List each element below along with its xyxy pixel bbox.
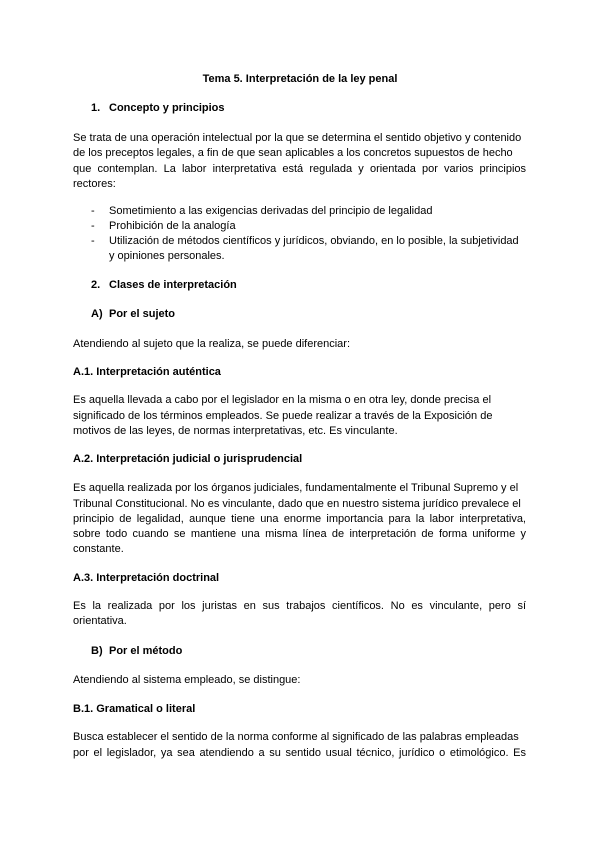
- paragraph-line: Atendiendo al sujeto que la realiza, se puede diferenciar:: [73, 338, 351, 350]
- paragraph-line: por el legislador, ya sea atendiendo a su sentido usual técnico, jurídico o etimológico. Es: [73, 747, 526, 759]
- list-item: Utilización de métodos científicos y jurídicos, obviando, en lo posible, la subjetividad: [109, 235, 519, 247]
- subsection-heading: Por el sujeto: [109, 308, 176, 320]
- paragraph-line: Es aquella llevada a cabo por el legislador en la misma o en otra ley, donde precisa el: [73, 394, 492, 406]
- paragraph-line: principio de legalidad, aunque tiene una enorme importancia para la labor interpretativa,: [73, 513, 526, 525]
- paragraph-line: significado de los términos empleados. Se puede realizar a través de la Exposición de: [73, 410, 493, 422]
- paragraph-line: que contemplan. La labor interpretativa está regulada y orientada por varios principios: [73, 163, 526, 175]
- paragraph-line: constante.: [73, 543, 124, 555]
- subheading-b1: B.1. Gramatical o literal: [73, 703, 196, 715]
- bullet-marker: -: [91, 235, 95, 247]
- subheading-a1: A.1. Interpretación auténtica: [73, 366, 221, 378]
- paragraph-line: orientativa.: [73, 615, 127, 627]
- list-item-continuation: y opiniones personales.: [109, 250, 225, 262]
- list-item: Sometimiento a las exigencias derivadas del principio de legalidad: [109, 205, 433, 217]
- paragraph-line: Tribunal Constitucional. No es vinculante, dado que en nuestro sistema jurídico prevalece el: [73, 498, 521, 510]
- paragraph-line: Busca establecer el sentido de la norma conforme al significado de las palabras empleadas: [73, 731, 519, 743]
- section-heading: Concepto y principios: [109, 102, 225, 114]
- paragraph-line: Es la realizada por los juristas en sus trabajos científicos. No es vinculante, pero sí: [73, 600, 526, 612]
- bullet-marker: -: [91, 220, 95, 232]
- subheading-a2: A.2. Interpretación judicial o jurisprudencial: [73, 453, 303, 465]
- paragraph-line: Es aquella realizada por los órganos judiciales, fundamentalmente el Tribunal Supremo y el: [73, 482, 519, 494]
- bullet-marker: -: [91, 205, 95, 217]
- paragraph-line: motivos de las leyes, de normas interpretativas, etc. Es vinculante.: [73, 425, 398, 437]
- paragraph-line: rectores:: [73, 178, 116, 190]
- section-heading: Clases de interpretación: [109, 279, 237, 291]
- paragraph-line: sobre todo cuando se mantiene una misma línea de interpretación de forma uniforme y: [73, 528, 526, 540]
- subsection-letter: A): [91, 308, 103, 320]
- paragraph-line: Atendiendo al sistema empleado, se distingue:: [73, 674, 301, 686]
- list-item: Prohibición de la analogía: [109, 220, 236, 232]
- document-title: Tema 5. Interpretación de la ley penal: [202, 73, 398, 85]
- paragraph-line: de los preceptos legales, a fin de que sean aplicables a los concretos supuestos de hecho: [73, 147, 513, 159]
- section-number: 1.: [91, 102, 101, 114]
- subheading-a3: A.3. Interpretación doctrinal: [73, 572, 220, 584]
- section-number: 2.: [91, 279, 101, 291]
- subsection-letter: B): [91, 645, 103, 657]
- paragraph-line: Se trata de una operación intelectual por la que se determina el sentido objetivo y contenido: [73, 132, 522, 144]
- subsection-heading: Por el método: [109, 645, 183, 657]
